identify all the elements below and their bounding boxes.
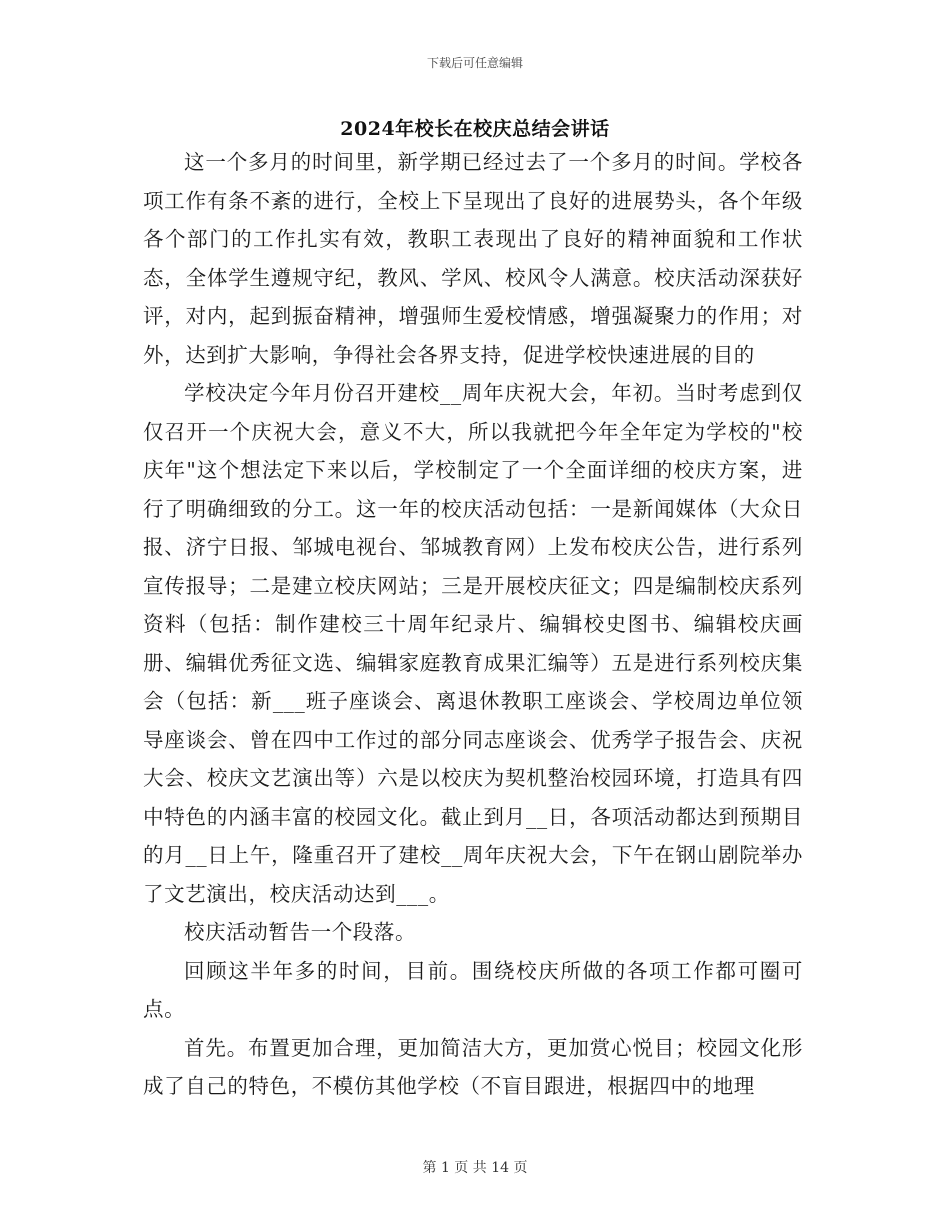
- paragraph-3: 校庆活动暂告一个段落。: [184, 920, 417, 944]
- page-header-note: 下载后可任意编辑: [426, 56, 523, 70]
- document-title: 2024年校长在校庆总结会讲话: [340, 118, 610, 140]
- paragraph-4: 回顾这半年多的时间，目前。围绕校庆所做的各项工作都可圈可点。: [143, 958, 803, 1021]
- paragraph-5: 首先。布置更加合理，更加简洁大方，更加赏心悦目；校园文化形成了自己的特色，不模仿其他学校（不盲目跟进，根据四中的地理: [143, 1035, 803, 1098]
- page-number: 第 1 页 共 14 页: [422, 1160, 528, 1176]
- paragraph-1: 这一个多月的时间里，新学期已经过去了一个多月的时间。学校各项工作有条不紊的进行，全校上下呈现出了良好的进展势头，各个年级各个部门的工作扎实有效，教职工表现出了良好的精神面貌和工作状态，全体学生遵规守纪，教风、学风、校风令人满意。校庆活动深获好评，对内，起到振奋精神，增强师生爱校情感，增强凝聚力的作用；对外，达到扩大影响，争得社会各界支持，促进学校快速进展的目的: [143, 150, 803, 367]
- paragraph-2: 学校决定今年月份召开建校__周年庆祝大会，年初。当时考虑到仅仅召开一个庆祝大会，意义不大，所以我就把今年全年定为学校的"校庆年"这个想法定下来以后，学校制定了一个全面详细的校庆方案，进行了明确细致的分工。这一年的校庆活动包括：一是新闻媒体（大众日报、济宁日报、邹城电视台、邹城教育网）上发布校庆公告，进行系列宣传报导；二是建立校庆网站；三是开展校庆征文；四是编制校庆系列资料（包括：制作建校三十周年纪录片、编辑校史图书、编辑校庆画册、编辑优秀征文选、编辑家庭教育成果汇编等）五是进行系列校庆集会（包括：新___班子座谈会、离退休教职工座谈会、学校周边单位领导座谈会、曾在四中工作过的部分同志座谈会、优秀学子报告会、庆祝大会、校庆文艺演出等）六是以校庆为契机整治校园环境，打造具有四中特色的内涵丰富的校园文化。截止到月__日，各项活动都达到预期目的月__日上午，隆重召开了建校__周年庆祝大会，下午在钢山剧院举办了文艺演出，校庆活动达到___。: [143, 381, 803, 906]
- document-body: [143, 143, 803, 1106]
